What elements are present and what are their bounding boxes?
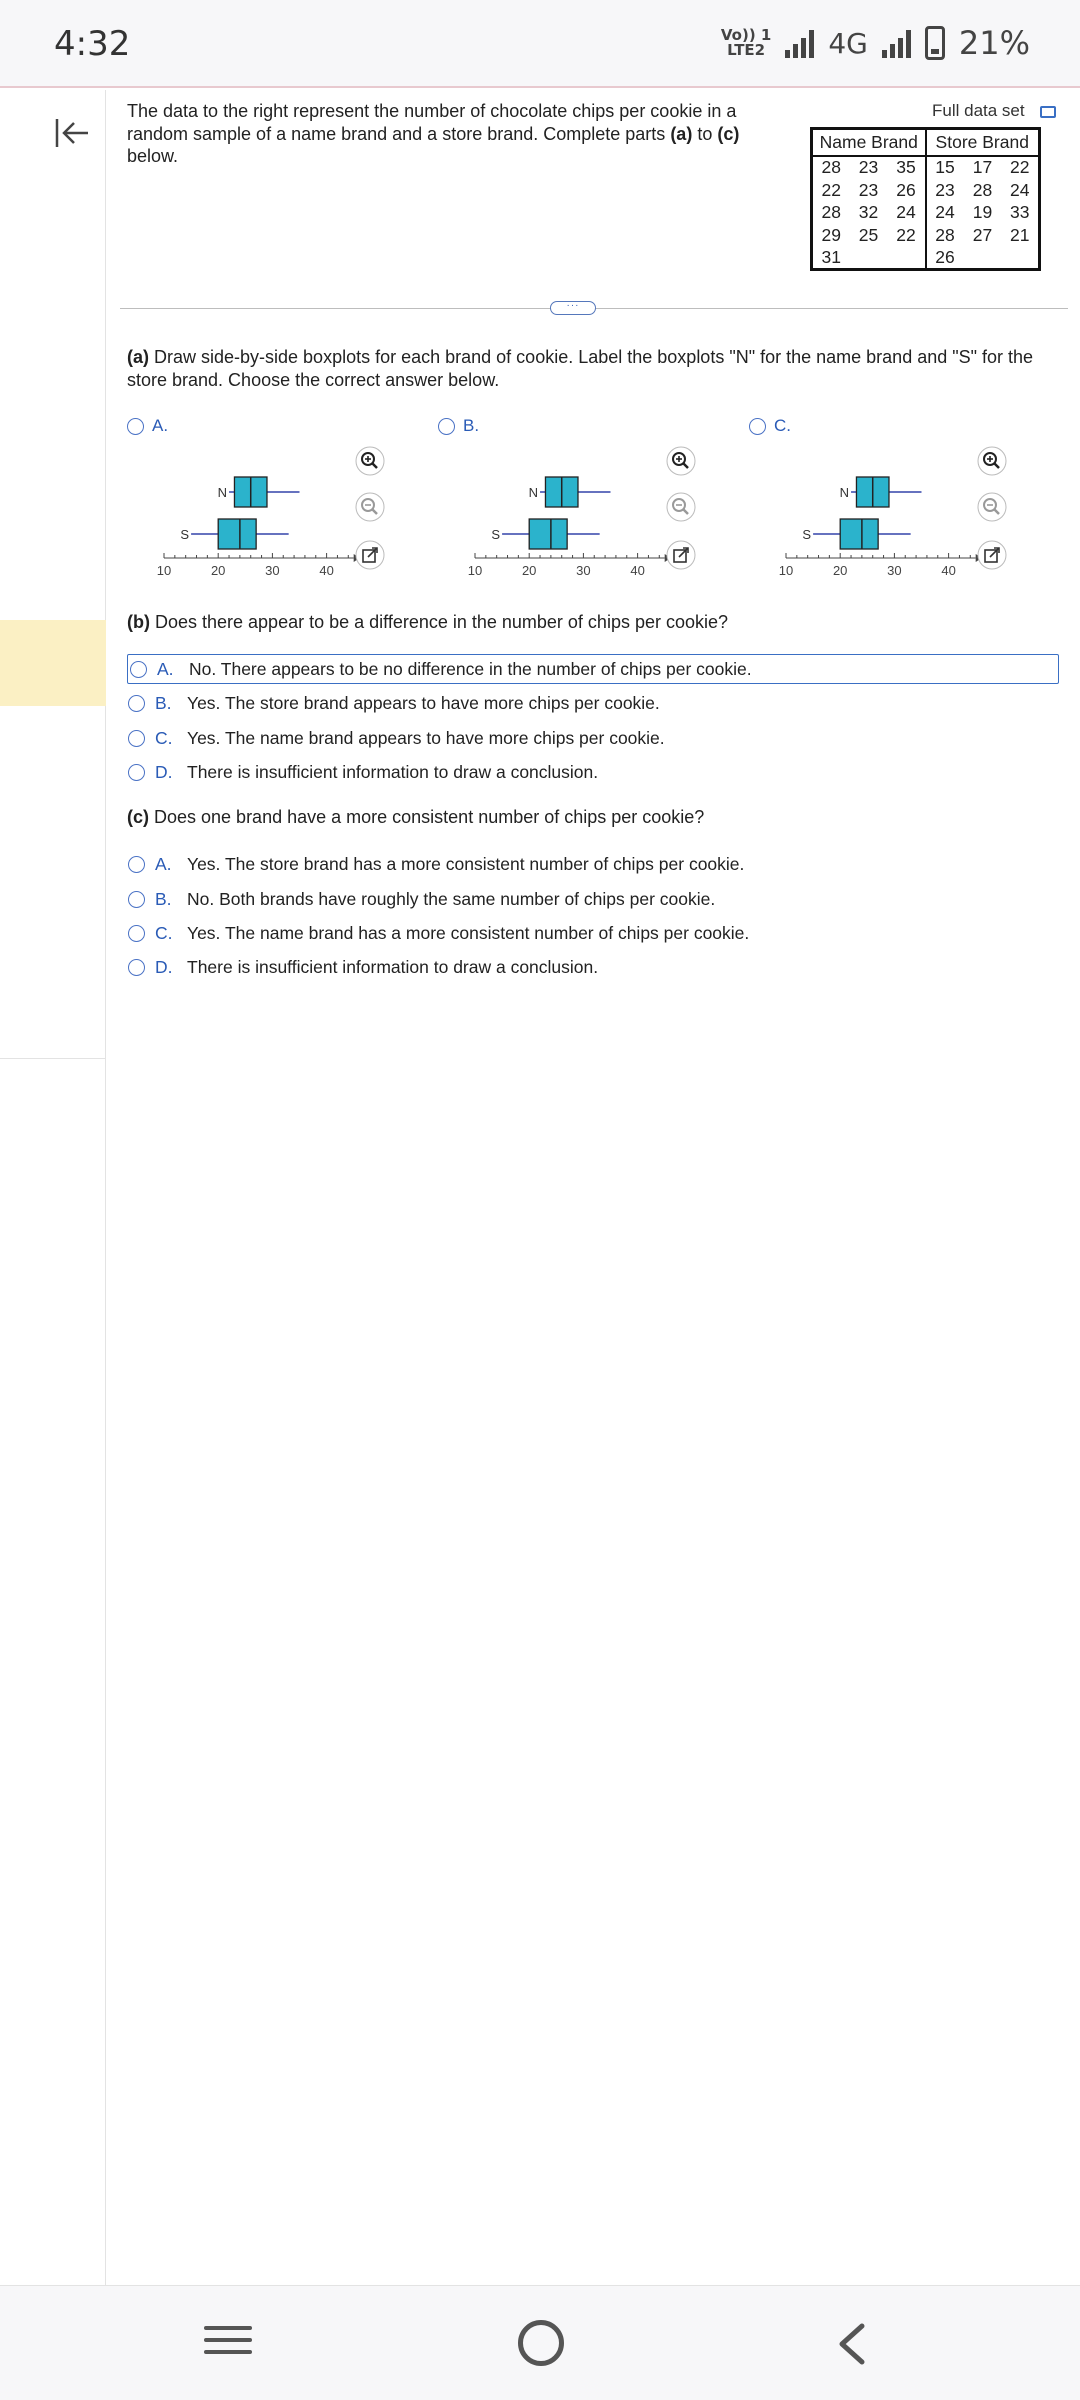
option-letter: B. xyxy=(155,888,172,909)
store-brand-cell: 21 xyxy=(1010,224,1030,245)
home-icon[interactable] xyxy=(518,2320,564,2366)
name-brand-cell: 22 xyxy=(896,224,916,245)
header-name-brand: Name Brand xyxy=(812,129,926,157)
option-text: Yes. The name brand appears to have more chips per cookie. xyxy=(187,727,665,748)
table-row xyxy=(812,201,1040,224)
radio-button[interactable] xyxy=(128,764,145,781)
name-brand-cell: 32 xyxy=(858,202,879,223)
boxplot-chart[interactable] xyxy=(148,462,358,592)
store-brand-cell xyxy=(1002,247,1040,270)
part-b-option[interactable] xyxy=(128,723,665,753)
store-brand-cell: 27 xyxy=(972,224,993,245)
store-brand-cell: 26 xyxy=(926,247,964,270)
store-brand-label: S xyxy=(802,527,812,542)
name-brand-cell: 31 xyxy=(821,246,841,267)
option-text: Yes. The store brand has a more consistent number of chips per cookie. xyxy=(187,853,745,874)
volte-indicator: Vo)) 1 LTE2 xyxy=(720,26,772,59)
axis-tick-label: 40 xyxy=(630,563,645,578)
choice-letter: C. xyxy=(774,416,791,435)
store-brand-label: S xyxy=(491,527,501,542)
radio-button[interactable] xyxy=(130,661,147,678)
store-brand-box xyxy=(529,519,567,549)
name-brand-label: N xyxy=(839,485,850,500)
table-row xyxy=(812,224,1040,247)
status-icons xyxy=(721,24,1030,62)
option-letter: C. xyxy=(155,922,173,943)
signal-icon-2 xyxy=(882,28,911,58)
zoom-in-icon[interactable] xyxy=(355,446,385,476)
radio-button[interactable] xyxy=(127,418,144,435)
zoom-out-icon[interactable] xyxy=(355,492,385,522)
part-c-option[interactable] xyxy=(128,884,715,914)
name-brand-cell xyxy=(888,247,926,270)
part-c-prompt: (c) Does one brand have a more consistent number of chips per cookie? xyxy=(127,807,705,827)
store-brand-box xyxy=(840,519,878,549)
radio-button[interactable] xyxy=(749,418,766,435)
option-letter: A. xyxy=(157,658,174,679)
option-letter: D. xyxy=(155,761,173,782)
axis-tick-label: 10 xyxy=(156,563,172,578)
table-row xyxy=(812,179,1040,202)
store-brand-cell: 28 xyxy=(972,179,993,200)
question-intro: The data to the right represent the number of chocolate chips per cookie in a random sample of a name brand and a store brand. Complete parts (a) to (c) below. xyxy=(127,101,740,166)
option-text: There is insufficient information to draw a conclusion. xyxy=(187,761,599,782)
radio-button[interactable] xyxy=(128,925,145,942)
name-brand-cell: 35 xyxy=(896,157,916,178)
option-text: Yes. The name brand has a more consistent number of chips per cookie. xyxy=(187,922,750,943)
left-rail xyxy=(0,90,106,2285)
status-bar xyxy=(0,0,1080,88)
store-brand-box xyxy=(218,519,256,549)
store-brand-cell: 17 xyxy=(972,157,993,178)
name-brand-cell: 23 xyxy=(858,179,879,200)
status-time: 4:32 xyxy=(54,24,131,64)
battery-icon xyxy=(925,26,945,60)
data-table xyxy=(810,127,1041,271)
boxplot-chart[interactable] xyxy=(770,462,980,592)
radio-button[interactable] xyxy=(438,418,455,435)
full-data-icon[interactable] xyxy=(1040,106,1056,118)
name-brand-cell: 29 xyxy=(821,224,841,245)
zoom-out-icon[interactable] xyxy=(977,492,1007,522)
option-text: No. There appears to be no difference in the number of chips per cookie. xyxy=(189,658,752,679)
battery-percent: 21% xyxy=(958,24,1030,62)
choice-a-option[interactable] xyxy=(127,416,168,436)
rail-divider xyxy=(0,1058,106,1059)
axis-tick-label: 30 xyxy=(576,563,591,578)
name-brand-cell: 26 xyxy=(896,179,916,200)
store-brand-cell: 24 xyxy=(1010,179,1030,200)
network-type: 4G xyxy=(828,26,868,60)
name-brand-cell xyxy=(850,247,888,270)
store-brand-cell: 28 xyxy=(926,224,964,247)
popout-icon[interactable] xyxy=(666,540,696,570)
axis-tick-label: 10 xyxy=(467,563,483,578)
axis-tick-label: 30 xyxy=(265,563,280,578)
option-letter: D. xyxy=(155,956,173,977)
store-brand-cell: 33 xyxy=(1010,202,1030,223)
table-row xyxy=(812,247,1040,270)
option-text: There is insufficient information to draw a conclusion. xyxy=(187,956,599,977)
name-brand-cell: 22 xyxy=(821,179,841,200)
radio-button[interactable] xyxy=(128,856,145,873)
name-brand-cell: 28 xyxy=(821,157,841,178)
boxplot-chart[interactable] xyxy=(459,462,669,592)
rail-highlight xyxy=(0,620,106,706)
header-store-brand: Store Brand xyxy=(926,129,1040,157)
store-brand-cell xyxy=(964,247,1002,270)
radio-button[interactable] xyxy=(128,891,145,908)
name-brand-label: N xyxy=(217,485,228,500)
collapse-panel-icon[interactable] xyxy=(54,116,92,150)
zoom-in-icon[interactable] xyxy=(666,446,696,476)
popout-icon[interactable] xyxy=(355,540,385,570)
name-brand-label: N xyxy=(528,485,539,500)
axis-tick-label: 20 xyxy=(210,563,226,578)
part-c-option[interactable] xyxy=(128,849,744,879)
zoom-out-icon[interactable] xyxy=(666,492,696,522)
part-b-option[interactable] xyxy=(128,757,598,787)
axis-tick-label: 20 xyxy=(521,563,537,578)
store-brand-cell: 19 xyxy=(972,202,993,223)
back-icon[interactable] xyxy=(832,2322,872,2366)
store-brand-cell: 15 xyxy=(926,156,964,179)
recent-apps-icon[interactable] xyxy=(204,2326,252,2362)
axis-tick-label: 30 xyxy=(887,563,902,578)
signal-icon xyxy=(785,28,814,58)
choice-a-option[interactable] xyxy=(749,416,791,436)
choice-letter: A. xyxy=(152,416,169,435)
choice-letter: B. xyxy=(463,416,480,435)
name-brand-cell: 28 xyxy=(821,202,841,223)
name-brand-cell: 24 xyxy=(896,202,916,223)
part-b-prompt: (b) Does there appear to be a difference in the number of chips per cookie? xyxy=(127,612,729,632)
full-data-set-link[interactable]: Full data set xyxy=(932,101,1025,120)
option-letter: B. xyxy=(155,692,172,713)
name-brand-cell: 23 xyxy=(858,157,879,178)
option-letter: C. xyxy=(155,727,173,748)
choice-a-option[interactable] xyxy=(438,416,479,436)
store-brand-label: S xyxy=(180,527,190,542)
axis-tick-label: 40 xyxy=(319,563,334,578)
axis-tick-label: 20 xyxy=(832,563,848,578)
option-text: Yes. The store brand appears to have more chips per cookie. xyxy=(187,692,660,713)
radio-button[interactable] xyxy=(128,730,145,747)
part-a-prompt: (a) Draw side-by-side boxplots for each brand of cookie. Label the boxplots "N" for the name brand and "S" for the store brand. Choose the correct answer below. xyxy=(127,347,1034,390)
table-row xyxy=(812,156,1040,179)
part-c-option[interactable] xyxy=(128,952,598,982)
part-b-option[interactable] xyxy=(127,654,1059,684)
option-text: No. Both brands have roughly the same number of chips per cookie. xyxy=(187,888,716,909)
axis-tick-label: 40 xyxy=(941,563,956,578)
store-brand-cell: 22 xyxy=(1010,157,1030,178)
store-brand-cell: 23 xyxy=(926,179,964,202)
radio-button[interactable] xyxy=(128,695,145,712)
option-letter: A. xyxy=(155,853,172,874)
part-b-option[interactable] xyxy=(128,688,660,718)
navigation-bar xyxy=(0,2285,1080,2400)
axis-tick-label: 10 xyxy=(778,563,794,578)
popout-icon[interactable] xyxy=(977,540,1007,570)
part-c-option[interactable] xyxy=(128,918,749,948)
store-brand-cell: 24 xyxy=(926,201,964,224)
radio-button[interactable] xyxy=(128,959,145,976)
name-brand-cell: 25 xyxy=(858,224,879,245)
zoom-in-icon[interactable] xyxy=(977,446,1007,476)
drag-handle[interactable]: ··· xyxy=(550,301,596,315)
